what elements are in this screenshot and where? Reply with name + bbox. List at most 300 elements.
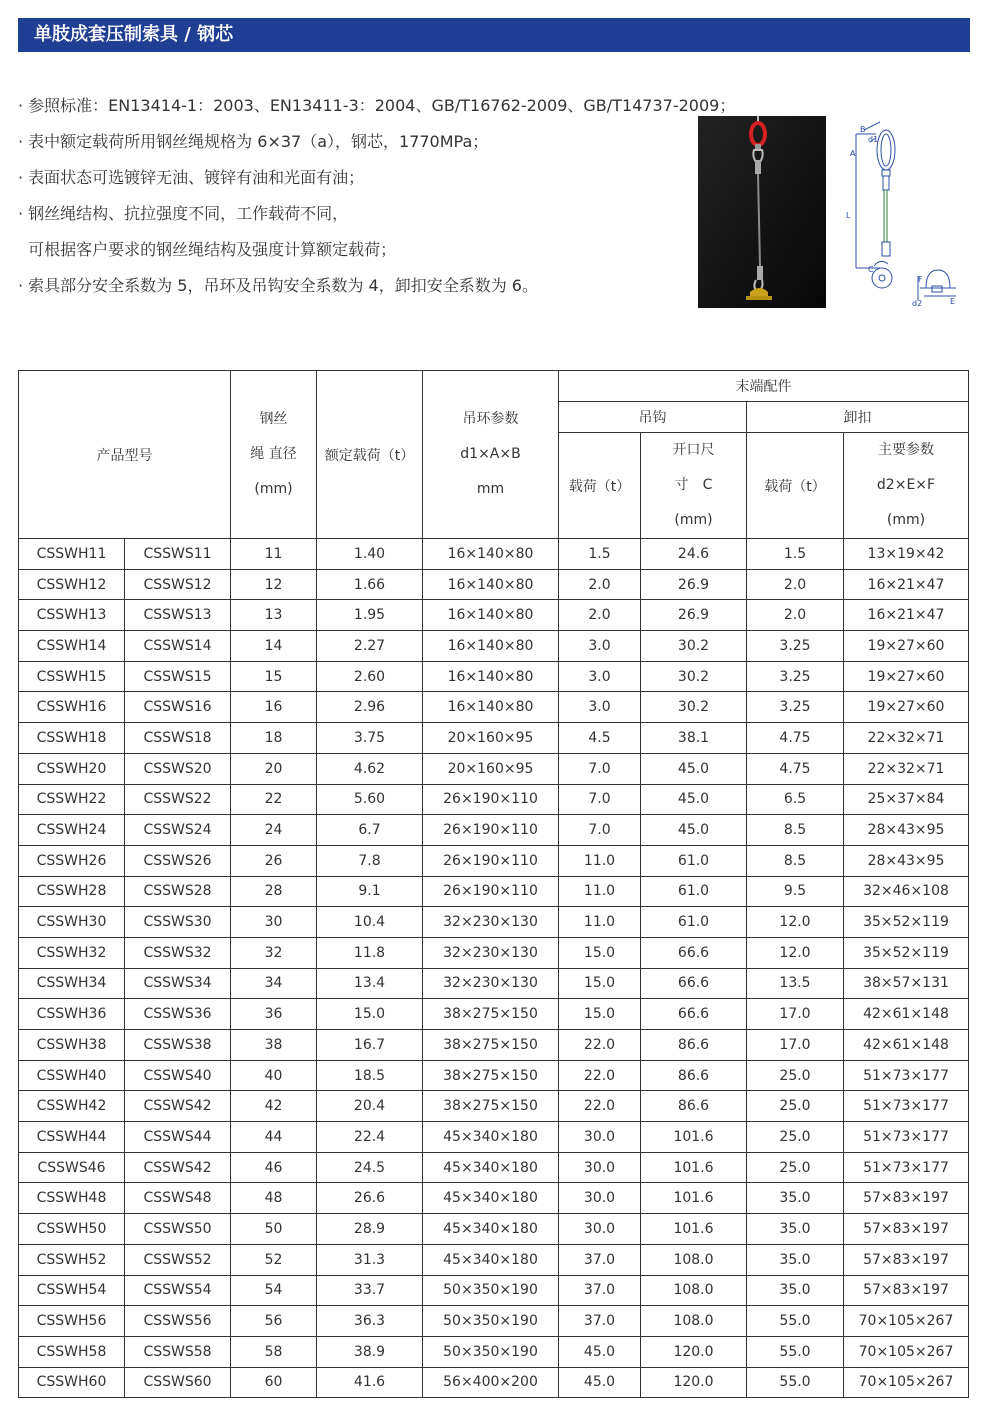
cell-hook-load: 22.0 [559,1091,641,1122]
cell-hook-opening: 101.6 [641,1214,747,1245]
cell-ring-params: 16×140×80 [423,631,559,662]
product-photo [698,116,826,308]
cell-hook-opening: 108.0 [641,1275,747,1306]
cell-shackle-params: 28×43×95 [844,845,969,876]
table-row [19,784,969,815]
cell-model-hook: CSSWH38 [19,1030,125,1061]
cell-shackle-params: 70×105×267 [844,1306,969,1337]
cell-rope-diameter: 50 [231,1214,317,1245]
cell-hook-opening: 24.6 [641,539,747,570]
cell-shackle-params: 32×46×108 [844,876,969,907]
cell-rated-load: 13.4 [317,968,423,999]
cell-hook-load: 3.0 [559,631,641,662]
cell-model-hook: CSSWH36 [19,999,125,1030]
cell-shackle-load: 3.25 [747,692,844,723]
table-row [19,1152,969,1183]
cell-shackle-load: 12.0 [747,937,844,968]
cell-shackle-params: 51×73×177 [844,1060,969,1091]
cell-rated-load: 33.7 [317,1275,423,1306]
cell-ring-params: 16×140×80 [423,539,559,570]
table-row [19,1030,969,1061]
cell-model-hook: CSSWH12 [19,569,125,600]
cell-model-hook: CSSWH50 [19,1214,125,1245]
cell-rated-load: 7.8 [317,845,423,876]
cell-model-shackle: CSSWS50 [125,1214,231,1245]
cell-rope-diameter: 60 [231,1367,317,1398]
cell-rope-diameter: 46 [231,1152,317,1183]
cell-hook-load: 2.0 [559,600,641,631]
cell-rope-diameter: 26 [231,845,317,876]
table-row [19,845,969,876]
sling-diagram [840,120,970,310]
col-header-shackle-load: 载荷（t） [747,433,844,539]
cell-model-hook: CSSWH14 [19,631,125,662]
cell-hook-load: 30.0 [559,1152,641,1183]
cell-model-shackle: CSSWS20 [125,753,231,784]
cell-ring-params: 20×160×95 [423,753,559,784]
cell-ring-params: 56×400×200 [423,1367,559,1398]
note-custom-load: 可根据客户要求的钢丝绳结构及强度计算额定载荷； [18,240,397,259]
cell-hook-opening: 66.6 [641,968,747,999]
cell-rope-diameter: 34 [231,968,317,999]
cell-shackle-params: 57×83×197 [844,1183,969,1214]
cell-hook-opening: 45.0 [641,784,747,815]
spec-table-body [19,539,969,1398]
label-c: C [868,265,874,274]
cell-hook-load: 37.0 [559,1244,641,1275]
cell-model-hook: CSSWH34 [19,968,125,999]
cell-shackle-params: 70×105×267 [844,1367,969,1398]
cell-shackle-params: 16×21×47 [844,569,969,600]
cell-rated-load: 10.4 [317,907,423,938]
cell-model-hook: CSSWH30 [19,907,125,938]
table-row [19,1091,969,1122]
cell-model-shackle: CSSWS16 [125,692,231,723]
cell-ring-params: 26×190×110 [423,815,559,846]
cell-shackle-load: 25.0 [747,1060,844,1091]
cell-hook-load: 2.0 [559,569,641,600]
cell-shackle-load: 55.0 [747,1367,844,1398]
cell-hook-opening: 86.6 [641,1091,747,1122]
cell-rated-load: 5.60 [317,784,423,815]
table-row [19,815,969,846]
cell-rated-load: 2.96 [317,692,423,723]
cell-model-hook: CSSWH58 [19,1336,125,1367]
cell-model-hook: CSSWH56 [19,1306,125,1337]
cell-model-hook: CSSWH32 [19,937,125,968]
cell-shackle-params: 42×61×148 [844,1030,969,1061]
cell-hook-load: 15.0 [559,937,641,968]
cell-shackle-load: 4.75 [747,723,844,754]
cell-shackle-load: 25.0 [747,1122,844,1153]
cell-rope-diameter: 20 [231,753,317,784]
table-row [19,600,969,631]
cell-model-shackle: CSSWS26 [125,845,231,876]
cell-model-hook: CSSWH44 [19,1122,125,1153]
cell-hook-opening: 101.6 [641,1122,747,1153]
cell-hook-opening: 66.6 [641,999,747,1030]
note-surface: · 表面状态可选镀锌无油、镀锌有油和光面有油； [18,168,365,187]
cell-ring-params: 16×140×80 [423,661,559,692]
cell-hook-load: 7.0 [559,753,641,784]
cell-model-shackle: CSSWS58 [125,1336,231,1367]
cell-model-shackle: CSSWS15 [125,661,231,692]
cell-model-shackle: CSSWS22 [125,784,231,815]
cell-hook-opening: 61.0 [641,876,747,907]
cell-ring-params: 45×340×180 [423,1122,559,1153]
cell-model-shackle: CSSWS18 [125,723,231,754]
cell-shackle-params: 57×83×197 [844,1244,969,1275]
cell-model-hook: CSSWH28 [19,876,125,907]
cell-model-shackle: CSSWS32 [125,937,231,968]
cell-hook-opening: 101.6 [641,1183,747,1214]
cell-hook-load: 7.0 [559,784,641,815]
cell-model-shackle: CSSWS40 [125,1060,231,1091]
cell-hook-load: 15.0 [559,968,641,999]
cell-rope-diameter: 58 [231,1336,317,1367]
cell-model-shackle: CSSWS52 [125,1244,231,1275]
cell-rope-diameter: 38 [231,1030,317,1061]
cell-model-shackle: CSSWS54 [125,1275,231,1306]
cell-hook-opening: 45.0 [641,815,747,846]
cell-ring-params: 45×340×180 [423,1214,559,1245]
cell-shackle-params: 42×61×148 [844,999,969,1030]
cell-hook-load: 3.0 [559,661,641,692]
cell-hook-load: 11.0 [559,876,641,907]
cell-shackle-params: 22×32×71 [844,753,969,784]
cell-hook-opening: 61.0 [641,845,747,876]
cell-hook-load: 15.0 [559,999,641,1030]
cell-ring-params: 38×275×150 [423,1060,559,1091]
cell-rope-diameter: 42 [231,1091,317,1122]
cell-hook-opening: 120.0 [641,1336,747,1367]
cell-shackle-params: 28×43×95 [844,815,969,846]
cell-hook-load: 30.0 [559,1183,641,1214]
cell-shackle-load: 35.0 [747,1214,844,1245]
cell-shackle-params: 70×105×267 [844,1336,969,1367]
cell-shackle-load: 4.75 [747,753,844,784]
cell-rated-load: 36.3 [317,1306,423,1337]
cell-ring-params: 38×275×150 [423,1091,559,1122]
cell-rated-load: 24.5 [317,1152,423,1183]
col-header-ring-params: 吊环参数 d1×A×B mm [423,371,559,539]
cell-shackle-params: 19×27×60 [844,631,969,662]
cell-shackle-params: 22×32×71 [844,723,969,754]
cell-ring-params: 50×350×190 [423,1306,559,1337]
cell-shackle-load: 17.0 [747,1030,844,1061]
cell-hook-load: 37.0 [559,1275,641,1306]
cell-shackle-load: 25.0 [747,1091,844,1122]
cell-ring-params: 50×350×190 [423,1336,559,1367]
cell-rope-diameter: 44 [231,1122,317,1153]
cell-model-hook: CSSWH42 [19,1091,125,1122]
cell-shackle-load: 6.5 [747,784,844,815]
cell-hook-load: 4.5 [559,723,641,754]
cell-shackle-load: 3.25 [747,631,844,662]
cell-model-shackle: CSSWS13 [125,600,231,631]
note-rope-spec: · 表中额定载荷所用钢丝绳规格为 6×37（a），钢芯，1770MPa； [18,132,489,151]
cell-ring-params: 32×230×130 [423,937,559,968]
cell-hook-opening: 101.6 [641,1152,747,1183]
cell-model-hook: CSSWH18 [19,723,125,754]
cell-rated-load: 31.3 [317,1244,423,1275]
table-row [19,1336,969,1367]
cell-model-hook: CSSWH54 [19,1275,125,1306]
cell-model-shackle: CSSWS44 [125,1122,231,1153]
label-d2: d2 [912,299,923,308]
cell-hook-opening: 26.9 [641,600,747,631]
table-row [19,1060,969,1091]
cell-hook-load: 11.0 [559,845,641,876]
cell-model-shackle: CSSWS36 [125,999,231,1030]
cell-shackle-load: 8.5 [747,845,844,876]
cell-ring-params: 32×230×130 [423,968,559,999]
cell-shackle-load: 9.5 [747,876,844,907]
cell-rated-load: 9.1 [317,876,423,907]
table-row [19,876,969,907]
cell-hook-opening: 120.0 [641,1367,747,1398]
cell-model-hook: CSSWH26 [19,845,125,876]
cell-rated-load: 3.75 [317,723,423,754]
cell-rope-diameter: 32 [231,937,317,968]
cell-rated-load: 26.6 [317,1183,423,1214]
cell-rated-load: 4.62 [317,753,423,784]
cell-shackle-load: 2.0 [747,600,844,631]
cell-model-hook: CSSWH40 [19,1060,125,1091]
label-d1: d1 [868,135,879,144]
col-header-hook-opening: 开口尺 寸 C (mm) [641,433,747,539]
label-e: E [950,297,956,306]
cell-rope-diameter: 40 [231,1060,317,1091]
cell-model-shackle: CSSWS28 [125,876,231,907]
cell-ring-params: 50×350×190 [423,1275,559,1306]
table-row [19,907,969,938]
cell-hook-load: 7.0 [559,815,641,846]
cell-hook-opening: 61.0 [641,907,747,938]
cell-ring-params: 45×340×180 [423,1244,559,1275]
cell-ring-params: 45×340×180 [423,1183,559,1214]
cell-shackle-load: 55.0 [747,1306,844,1337]
cell-rope-diameter: 36 [231,999,317,1030]
cell-hook-load: 22.0 [559,1030,641,1061]
cell-rated-load: 1.66 [317,569,423,600]
table-row [19,723,969,754]
cell-rated-load: 20.4 [317,1091,423,1122]
cell-model-shackle: CSSWS24 [125,815,231,846]
cell-model-hook: CSSWH15 [19,661,125,692]
cell-shackle-params: 51×73×177 [844,1152,969,1183]
col-header-hook-load: 载荷（t） [559,433,641,539]
cell-hook-opening: 86.6 [641,1060,747,1091]
label-a: A [850,149,856,158]
cell-hook-load: 37.0 [559,1306,641,1337]
table-row [19,753,969,784]
cell-model-hook: CSSWH13 [19,600,125,631]
cell-rope-diameter: 28 [231,876,317,907]
cell-shackle-load: 2.0 [747,569,844,600]
cell-rated-load: 16.7 [317,1030,423,1061]
cell-model-shackle: CSSWS12 [125,569,231,600]
table-row [19,1122,969,1153]
cell-ring-params: 26×190×110 [423,784,559,815]
table-row [19,631,969,662]
cell-model-hook: CSSWH22 [19,784,125,815]
cell-rated-load: 1.95 [317,600,423,631]
cell-rated-load: 22.4 [317,1122,423,1153]
cell-ring-params: 20×160×95 [423,723,559,754]
cell-shackle-params: 51×73×177 [844,1122,969,1153]
cell-hook-load: 30.0 [559,1122,641,1153]
cell-model-shackle: CSSWS34 [125,968,231,999]
cell-shackle-load: 12.0 [747,907,844,938]
page-title: 单肢成套压制索具 / 钢芯 [18,18,970,52]
cell-shackle-load: 3.25 [747,661,844,692]
cell-model-shackle: CSSWS48 [125,1183,231,1214]
col-header-hook: 吊钩 [559,402,747,433]
note-standards: · 参照标准：EN13414-1：2003、EN13411-3：2004、GB/T16762-2009、GB/T14737-2009； [18,96,736,115]
cell-ring-params: 38×275×150 [423,1030,559,1061]
col-header-end-fittings: 末端配件 [559,371,969,402]
cell-shackle-params: 57×83×197 [844,1275,969,1306]
cell-ring-params: 26×190×110 [423,845,559,876]
table-row [19,1244,969,1275]
cell-rope-diameter: 54 [231,1275,317,1306]
cell-shackle-load: 35.0 [747,1183,844,1214]
cell-hook-opening: 30.2 [641,631,747,662]
cell-shackle-params: 25×37×84 [844,784,969,815]
cell-model-hook: CSSWH24 [19,815,125,846]
cell-rated-load: 11.8 [317,937,423,968]
cell-shackle-params: 51×73×177 [844,1091,969,1122]
cell-model-hook: CSSWS46 [19,1152,125,1183]
cell-rope-diameter: 13 [231,600,317,631]
cell-rated-load: 6.7 [317,815,423,846]
cell-shackle-load: 8.5 [747,815,844,846]
cell-shackle-load: 25.0 [747,1152,844,1183]
cell-model-shackle: CSSWS56 [125,1306,231,1337]
cell-ring-params: 38×275×150 [423,999,559,1030]
cell-model-shackle: CSSWS14 [125,631,231,662]
cell-shackle-load: 35.0 [747,1275,844,1306]
cell-model-shackle: CSSWS38 [125,1030,231,1061]
col-header-model: 产品型号 [19,371,231,539]
cell-ring-params: 45×340×180 [423,1152,559,1183]
cell-rope-diameter: 11 [231,539,317,570]
cell-shackle-params: 19×27×60 [844,692,969,723]
cell-shackle-params: 19×27×60 [844,661,969,692]
cell-model-hook: CSSWH16 [19,692,125,723]
cell-rated-load: 28.9 [317,1214,423,1245]
table-row [19,539,969,570]
cell-rope-diameter: 52 [231,1244,317,1275]
cell-model-shackle: CSSWS30 [125,907,231,938]
cell-rope-diameter: 24 [231,815,317,846]
table-row [19,937,969,968]
cell-hook-load: 30.0 [559,1214,641,1245]
cell-hook-load: 3.0 [559,692,641,723]
cell-ring-params: 26×190×110 [423,876,559,907]
cell-shackle-params: 16×21×47 [844,600,969,631]
label-b: B [860,125,866,134]
table-row [19,1306,969,1337]
cell-shackle-params: 35×52×119 [844,907,969,938]
table-row [19,968,969,999]
col-header-shackle: 卸扣 [747,402,969,433]
cell-shackle-params: 38×57×131 [844,968,969,999]
cell-hook-opening: 86.6 [641,1030,747,1061]
cell-shackle-load: 1.5 [747,539,844,570]
cell-shackle-params: 57×83×197 [844,1214,969,1245]
cell-hook-opening: 38.1 [641,723,747,754]
cell-rope-diameter: 30 [231,907,317,938]
col-header-rated-load: 额定载荷（t） [317,371,423,539]
cell-shackle-load: 35.0 [747,1244,844,1275]
cell-rope-diameter: 16 [231,692,317,723]
cell-hook-load: 11.0 [559,907,641,938]
cell-rope-diameter: 48 [231,1183,317,1214]
table-row [19,569,969,600]
table-row [19,999,969,1030]
cell-hook-opening: 30.2 [641,692,747,723]
cell-hook-load: 45.0 [559,1367,641,1398]
cell-shackle-load: 55.0 [747,1336,844,1367]
cell-model-shackle: CSSWS42 [125,1091,231,1122]
cell-rope-diameter: 12 [231,569,317,600]
cell-model-hook: CSSWH60 [19,1367,125,1398]
cell-model-hook: CSSWH20 [19,753,125,784]
cell-model-shackle: CSSWS42 [125,1152,231,1183]
cell-ring-params: 16×140×80 [423,569,559,600]
cell-rope-diameter: 56 [231,1306,317,1337]
cell-hook-opening: 45.0 [641,753,747,784]
cell-hook-load: 1.5 [559,539,641,570]
cell-hook-opening: 108.0 [641,1306,747,1337]
cell-model-shackle: CSSWS60 [125,1367,231,1398]
cell-rated-load: 2.27 [317,631,423,662]
cell-hook-opening: 66.6 [641,937,747,968]
note-structure: · 钢丝绳结构、抗拉强度不同，工作载荷不同， [18,204,349,223]
table-row [19,1275,969,1306]
table-row [19,692,969,723]
cell-ring-params: 16×140×80 [423,692,559,723]
cell-hook-opening: 26.9 [641,569,747,600]
cell-hook-load: 22.0 [559,1060,641,1091]
cell-model-hook: CSSWH52 [19,1244,125,1275]
note-safety-factor: · 索具部分安全系数为 5，吊环及吊钩安全系数为 4，卸扣安全系数为 6。 [18,276,538,295]
col-header-diameter: 钢丝 绳 直径 (mm) [231,371,317,539]
cell-rated-load: 15.0 [317,999,423,1030]
cell-shackle-load: 13.5 [747,968,844,999]
cell-rope-diameter: 14 [231,631,317,662]
cell-rated-load: 2.60 [317,661,423,692]
cell-model-hook: CSSWH48 [19,1183,125,1214]
cell-ring-params: 16×140×80 [423,600,559,631]
cell-rated-load: 1.40 [317,539,423,570]
cell-shackle-load: 17.0 [747,999,844,1030]
cell-model-shackle: CSSWS11 [125,539,231,570]
cell-ring-params: 32×230×130 [423,907,559,938]
cell-shackle-params: 13×19×42 [844,539,969,570]
spec-table [18,370,969,1398]
cell-model-hook: CSSWH11 [19,539,125,570]
cell-rope-diameter: 22 [231,784,317,815]
cell-hook-opening: 108.0 [641,1244,747,1275]
table-row [19,1214,969,1245]
table-row [19,1183,969,1214]
cell-rope-diameter: 18 [231,723,317,754]
cell-rated-load: 38.9 [317,1336,423,1367]
cell-hook-opening: 30.2 [641,661,747,692]
